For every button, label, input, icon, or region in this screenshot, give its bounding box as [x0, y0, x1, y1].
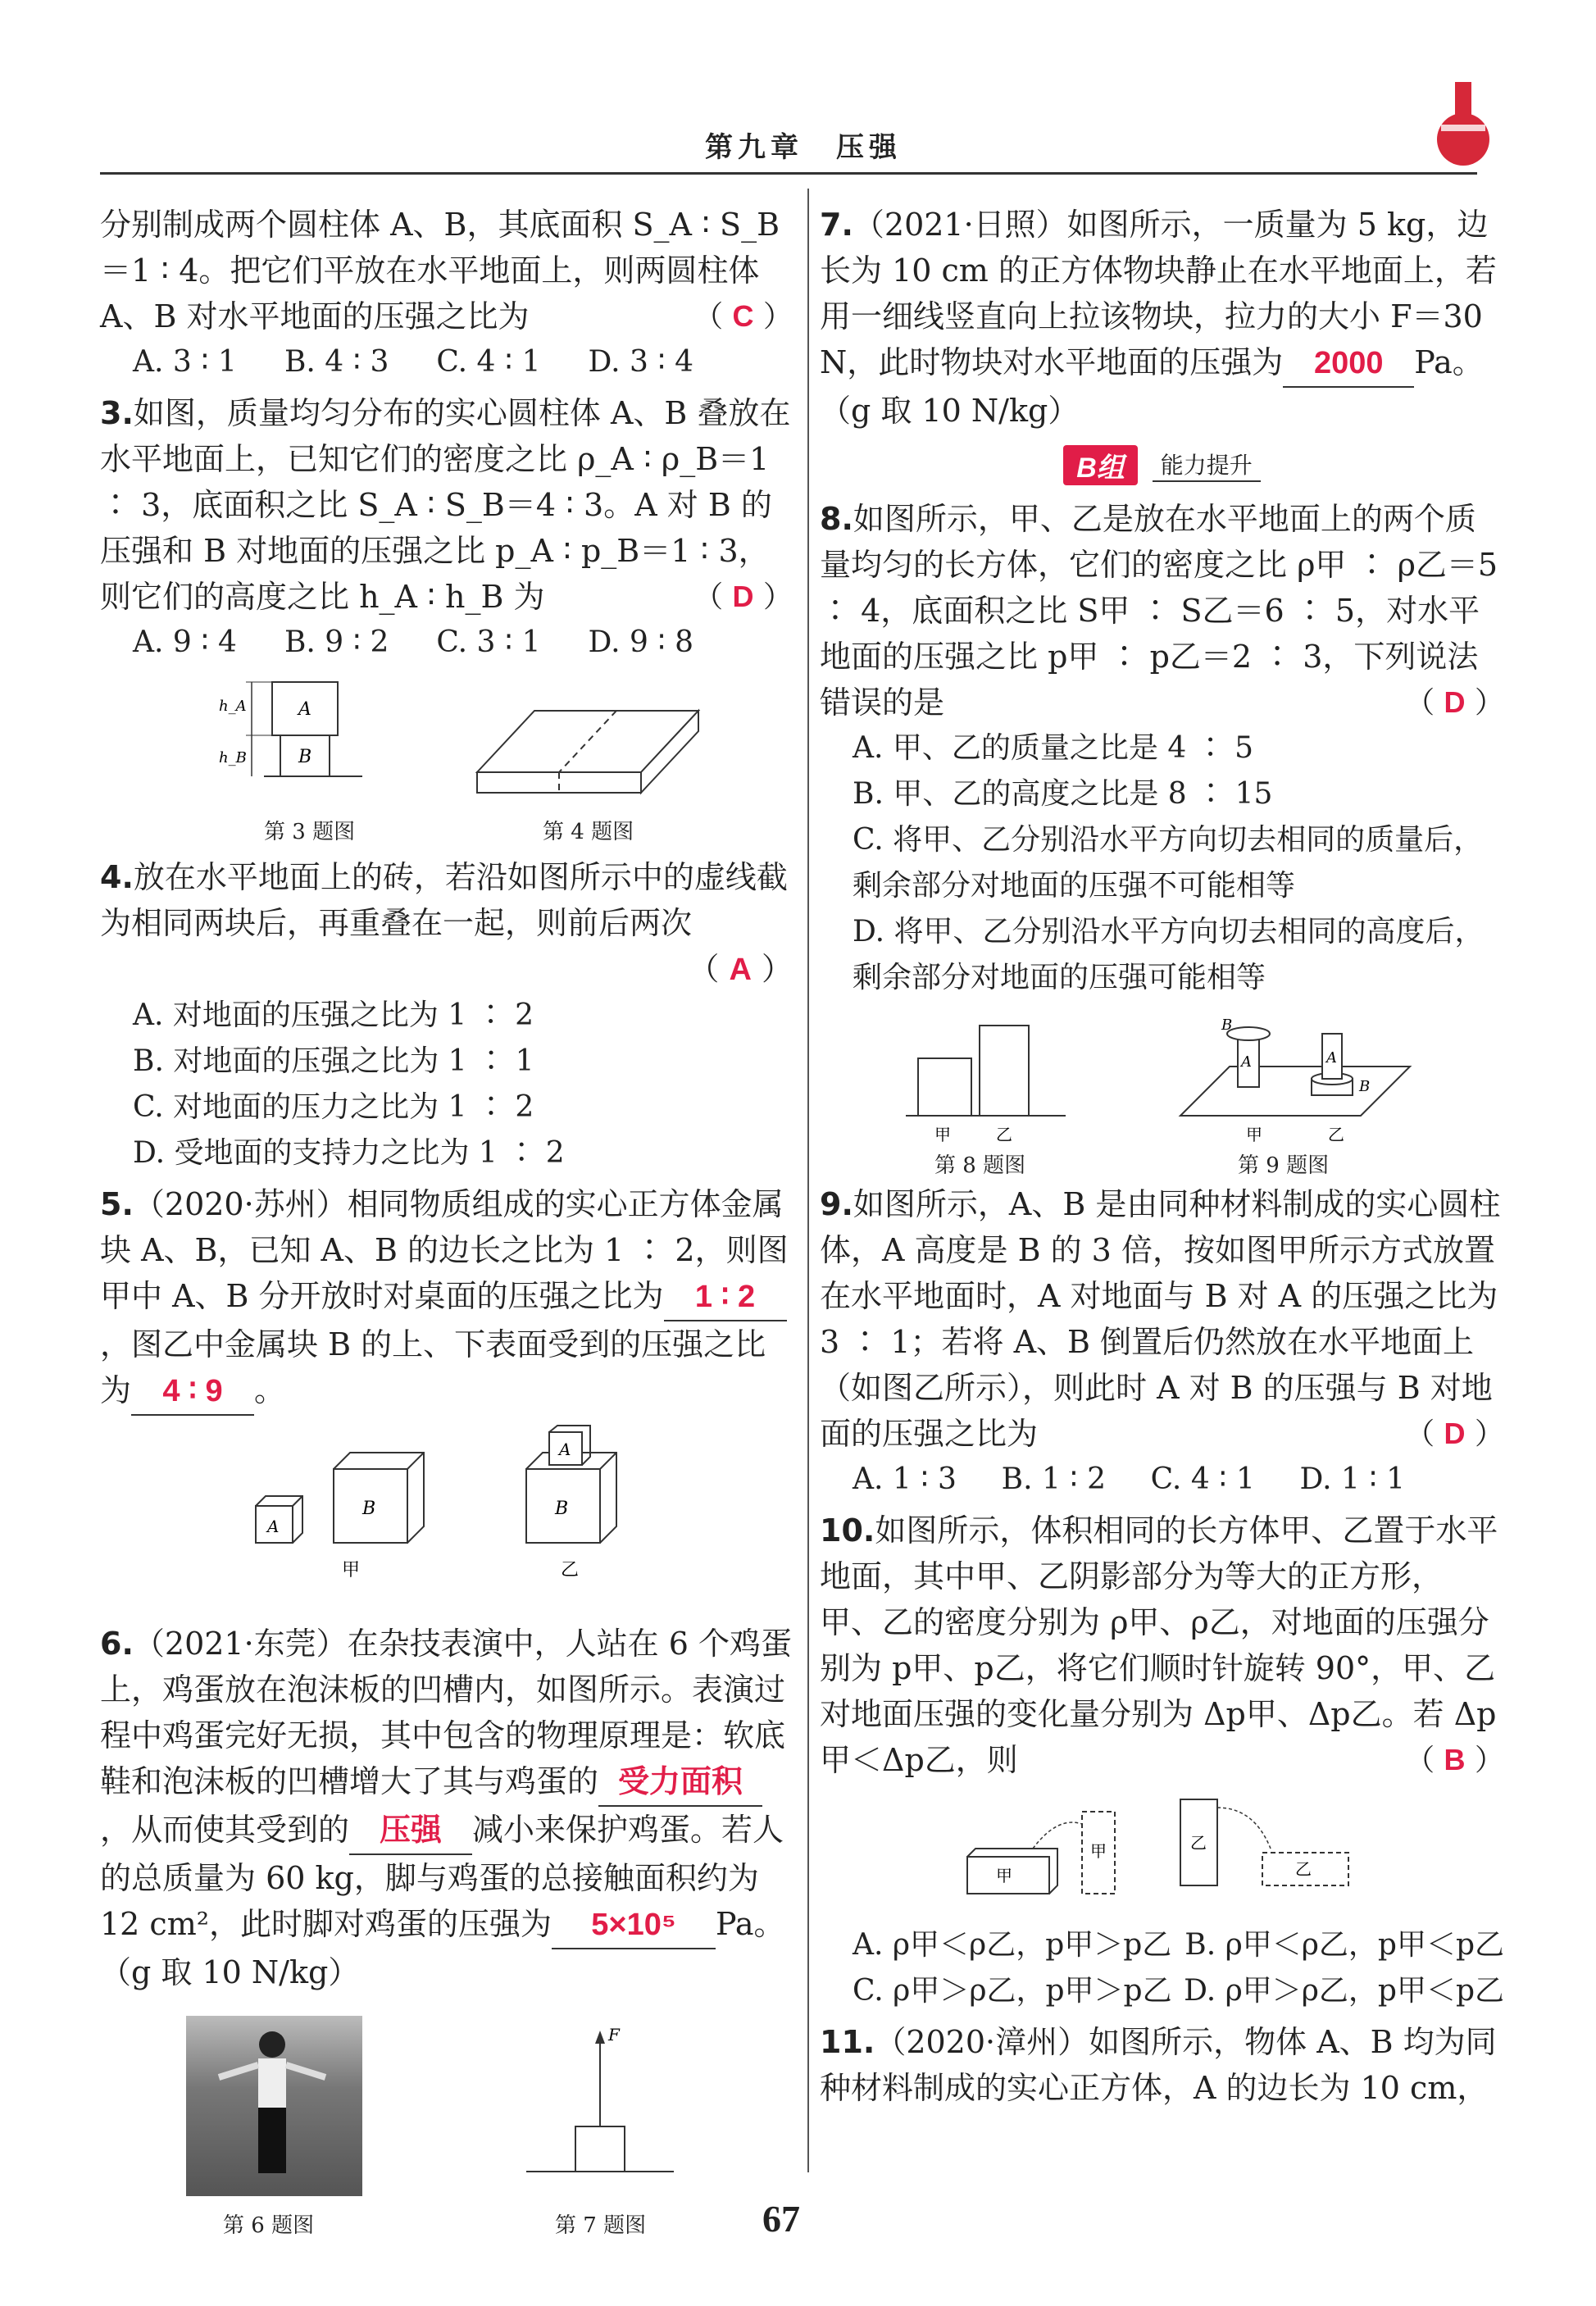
answer-blank-1: 受力面积 — [598, 1759, 762, 1807]
group-b-mark: B组 — [1063, 445, 1138, 485]
option-a: A. ρ甲＜ρ乙，p甲＞p乙 — [853, 1928, 1172, 1962]
option-d: D. 受地面的支持力之比为 1 ∶ 2 — [133, 1136, 565, 1170]
answer-blank-2: 压强 — [349, 1808, 472, 1855]
options-row-1 — [820, 1922, 1504, 1968]
label-b: B — [298, 747, 312, 767]
question-6: 6.（2021·东莞）在杂技表演中，人站在 6 个鸡蛋上，鸡蛋放在泡沫板的凹槽内，如图所示。表演过程中鸡蛋完好无损，其中包含的物理原理是：软底鞋和泡沫板的凹槽增大了其与鸡蛋的 受力面积，从而使其受到的 压强 减小来保护鸡蛋。若人的总质量为 60 kg，脚与鸡蛋的总接触面积约为 12 cm²，此时脚对鸡蛋的压强为 5×10⁵ Pa。（g 取 10 N/kg） 第 6 题图 F 第 7 题图 — [100, 1621, 793, 2249]
option-d: D. 9 ∶ 8 — [588, 625, 694, 659]
options-row — [820, 1457, 1405, 1503]
label-jia: 甲 — [934, 1125, 951, 1144]
question-9: 9.如图所示，A、B 是由同种材料制成的实心圆柱体，A 高度是 B 的 3 倍，按如图甲所示方式放置在水平地面时，A 对地面与 B 对 A 的压强之比为 3 ∶ 1；若将 A、B 倒置后仍然放在水平地面上（如图乙所示），则此时 A 对 B 的压强与 B 对地面的压强之比为 （ D ） A. 1 ∶ 3 B. 1 ∶ 2 C. 4 ∶ 1 D. 1 ∶ 1 — [820, 1181, 1504, 1503]
answer: C — [732, 299, 754, 333]
question-text: 如图，质量均匀分布的实心圆柱体 A、B 叠放在水平地面上，已知它们的密度之比 ρ_A ∶ ρ_B＝1 ∶ 3，底面积之比 S_A ∶ S_B＝4 ∶ 3。A 对 B 的压强和 B 对地面的压强之比 p_A ∶ p_B＝1 ∶ 3，则它们的高度之比 h_A ∶ h_B 为 — [100, 395, 791, 615]
label-a: A — [298, 699, 311, 720]
question-number: 7. — [820, 207, 853, 243]
option-c: C. 4 ∶ 1 — [436, 345, 541, 379]
options-row — [100, 339, 693, 385]
answer-blank-3: 5×10⁵ — [552, 1902, 716, 1949]
label-jia: 甲 — [342, 1560, 361, 1580]
label-jia: 甲 — [1246, 1125, 1262, 1144]
option-d: D. 1 ∶ 1 — [1299, 1462, 1406, 1496]
chapter-title: 第九章 压强 — [705, 131, 902, 164]
option-b: B. 9 ∶ 2 — [284, 625, 389, 659]
right-column — [820, 197, 1504, 2111]
label-jia-rotated: 甲 — [1090, 1841, 1107, 1861]
flask-logo-icon — [1418, 74, 1508, 168]
left-column — [100, 197, 793, 2258]
figure-10 — [820, 1791, 1504, 1914]
option-a: A. 3 ∶ 1 — [133, 345, 237, 379]
blocks-diagram — [902, 1009, 1082, 1148]
group-b-banner — [820, 440, 1504, 489]
header-rule — [100, 172, 1477, 175]
group-b-label: 能力提升 — [1153, 448, 1261, 482]
option-b: B. ρ甲＜ρ乙，p甲＜p乙 — [1184, 1928, 1504, 1962]
option-c: C. 3 ∶ 1 — [436, 625, 541, 659]
question-7: 7.（2021·日照）如图所示，一质量为 5 kg，边长为 10 cm 的正方体物块静止在水平地面上，若用一细线竖直向上拉该物块，拉力的大小 F＝30 N，此时物块对水平地面的压强为 2000 Pa。（g 取 10 N/kg） — [820, 207, 1497, 429]
question-8: 8.如图所示，甲、乙是放在水平地面上的两个质量均匀的长方体，它们的密度之比 ρ甲 ∶ ρ乙＝5 ∶ 4，底面积之比 S甲 ∶ S乙＝6 ∶ 5，对水平地面的压强之比 p甲 ∶ p乙＝2 ∶ 3，下列说法错误的是 （ D ） A. 甲、乙的质量之比是 4 ∶ 5 B. 甲、乙的高度之比是 8 ∶ 15 C. 将甲、乙分别沿水平方向切去相同的质量后，剩余部分对地面的压强不可能相等 D. 将甲、乙分别沿水平方向切去相同的高度后，剩余部分对地面的压强可能相等 甲 乙 第 8 题图 B A A B 甲 乙 第 9 题图 — [820, 501, 1504, 1178]
question-text: 分别制成两个圆柱体 A、B，其底面积 S_A ∶ S_B＝1 ∶ 4。把它们平放在水平地面上，则两圆柱体 A、B 对水平地面的压强之比为 （ C ） — [100, 207, 793, 334]
figure-3-caption: 第 3 题图 — [264, 820, 356, 844]
label-a: A — [267, 1517, 280, 1536]
label-b-yi: B — [1359, 1078, 1371, 1095]
options-row — [100, 620, 693, 666]
figure-4-caption: 第 4 题图 — [543, 820, 634, 844]
figure-6-7 — [100, 2004, 793, 2249]
figure-5 — [100, 1424, 793, 1612]
person-silhouette — [186, 2016, 362, 2196]
label-b-jia: B — [1221, 1017, 1233, 1034]
label-b: B — [362, 1499, 376, 1519]
answer: D — [1444, 685, 1466, 719]
cubes-diagram — [248, 1424, 674, 1580]
figure-7-caption: 第 7 题图 — [555, 2213, 647, 2238]
question-3: 3.如图，质量均匀分布的实心圆柱体 A、B 叠放在水平地面上，已知它们的密度之比 ρ_A ∶ ρ_B＝1 ∶ 3，底面积之比 S_A ∶ S_B＝4 ∶ 3。A 对 B 的压强和 B 对地面的压强之比 p_A ∶ p_B＝1 ∶ 3，则它们的高度之比 h_A ∶ h_B 为 （ D ） A. 9 ∶ 4 B. 9 ∶ 2 C. 3 ∶ 1 D. 9 ∶ 8 A B h_A h_B 第 3 题图 第 4 题图 — [100, 395, 793, 844]
label-a-stacked: A — [559, 1440, 571, 1459]
label-hb: h_B — [219, 749, 247, 766]
figure-9-caption: 第 9 题图 — [1238, 1153, 1330, 1178]
figure-8-caption: 第 8 题图 — [934, 1153, 1026, 1178]
question-number: 10. — [820, 1512, 875, 1549]
label-f: F — [608, 2025, 620, 2044]
brick-diagram — [469, 698, 707, 805]
question-number: 9. — [820, 1186, 853, 1222]
figure-6-caption: 第 6 题图 — [223, 2213, 315, 2238]
answer: D — [1444, 1417, 1466, 1450]
option-c: C. 对地面的压力之比为 1 ∶ 2 — [133, 1090, 534, 1124]
option-c: C. 将甲、乙分别沿水平方向切去相同的质量后，剩余部分对地面的压强不可能相等 — [853, 823, 1484, 903]
option-b: B. 4 ∶ 3 — [284, 345, 389, 379]
label-b-stacked: B — [555, 1499, 569, 1519]
option-a: A. 对地面的压强之比为 1 ∶ 2 — [133, 998, 534, 1032]
label-a-yi: A — [1326, 1049, 1337, 1067]
question-5: 5.（2020·苏州）相同物质组成的实心正方体金属块 A、B，已知 A、B 的边长之比为 1 ∶ 2，则图甲中 A、B 分开放时对桌面的压强之比为 1 ∶ 2，图乙中金属块 B 的上、下表面受到的压强之比为 4 ∶ 9 。 A B A B 甲 乙 — [100, 1181, 793, 1612]
option-d: D. 将甲、乙分别沿水平方向切去相同的高度后，剩余部分对地面的压强可能相等 — [853, 915, 1485, 994]
option-c: C. ρ甲＞ρ乙，p甲＞p乙 — [853, 1974, 1172, 2008]
label-ha: h_A — [219, 698, 247, 715]
label-yi: 乙 — [1190, 1833, 1207, 1853]
option-a: A. 1 ∶ 3 — [853, 1462, 957, 1496]
option-b: B. 1 ∶ 2 — [1001, 1462, 1107, 1496]
label-yi: 乙 — [561, 1560, 580, 1580]
option-b: B. 甲、乙的高度之比是 8 ∶ 15 — [853, 777, 1273, 811]
question-number: 3. — [100, 395, 134, 431]
stacked-cylinders-diagram — [207, 674, 387, 813]
question-11: 11.（2020·漳州）如图所示，物体 A、B 均为同种材料制成的实心正方体，A 的边长为 10 cm， — [820, 2024, 1497, 2106]
answer: D — [732, 580, 754, 613]
option-a: A. 9 ∶ 4 — [133, 625, 237, 659]
option-a: A. 甲、乙的质量之比是 4 ∶ 5 — [853, 731, 1254, 765]
answer-blank-1: 2000 — [1283, 340, 1414, 388]
pull-block-diagram — [510, 2016, 690, 2196]
page-header — [0, 0, 1596, 189]
question-number: 11. — [820, 2024, 875, 2060]
figure-3-4 — [100, 674, 793, 846]
figure-8-9 — [820, 1009, 1504, 1178]
label-a-jia: A — [1241, 1053, 1252, 1071]
options-row-2 — [820, 1968, 1504, 2014]
acrobat-photo — [186, 2016, 362, 2196]
option-b: B. 对地面的压强之比为 1 ∶ 1 — [133, 1044, 534, 1078]
cylinders-diagram — [1172, 1009, 1418, 1148]
question-10: 10.如图所示，体积相同的长方体甲、乙置于水平地面，其中甲、乙阴影部分为等大的正方形，甲、乙的密度分别为 ρ甲、ρ乙，对地面的压强分别为 p甲、p乙，将它们顺时针旋转 90°，甲、乙对地面压强的变化量分别为 Δp甲、Δp乙。若 Δp甲＜Δp乙，则 （ B ） 甲 甲 乙 乙 A. ρ甲＜ρ乙，p甲＞p乙 B. ρ甲＜ρ乙，p甲＜p乙 C. ρ甲＞ρ乙，p甲＞p乙 D. ρ甲＞ρ乙，p甲＜p乙 — [820, 1508, 1504, 2014]
label-jia: 甲 — [996, 1866, 1012, 1885]
question-2-continued — [100, 202, 793, 385]
answer-blank-2: 4 ∶ 9 — [131, 1368, 254, 1416]
question-number: 8. — [820, 501, 853, 537]
label-yi: 乙 — [1328, 1125, 1344, 1144]
option-d: D. 3 ∶ 4 — [588, 345, 694, 379]
rotating-blocks-diagram — [959, 1791, 1418, 1914]
answer: A — [729, 953, 752, 987]
question-text: 放在水平地面上的砖，若沿如图所示中的虚线截为相同两块后，再重叠在一起，则前后两次 — [100, 859, 788, 941]
question-4: 4.放在水平地面上的砖，若沿如图所示中的虚线截为相同两块后，再重叠在一起，则前后两次 （ A ） A. 对地面的压强之比为 1 ∶ 2 B. 对地面的压强之比为 1 ∶ 1 C. 对地面的压力之比为 1 ∶ 2 D. 受地面的支持力之比为 1 ∶ 2 — [100, 854, 793, 1176]
option-c: C. 4 ∶ 1 — [1150, 1462, 1255, 1496]
option-d: D. ρ甲＞ρ乙，p甲＜p乙 — [1184, 1974, 1504, 2008]
question-number: 6. — [100, 1626, 134, 1662]
label-yi-rotated: 乙 — [1295, 1859, 1312, 1879]
page-number: 67 — [762, 2198, 800, 2240]
answer-blank-1: 1 ∶ 2 — [664, 1274, 787, 1321]
column-divider — [807, 189, 809, 2172]
question-number: 5. — [100, 1186, 134, 1222]
label-yi: 乙 — [996, 1125, 1012, 1144]
question-number: 4. — [100, 859, 134, 895]
answer: B — [1444, 1743, 1466, 1776]
